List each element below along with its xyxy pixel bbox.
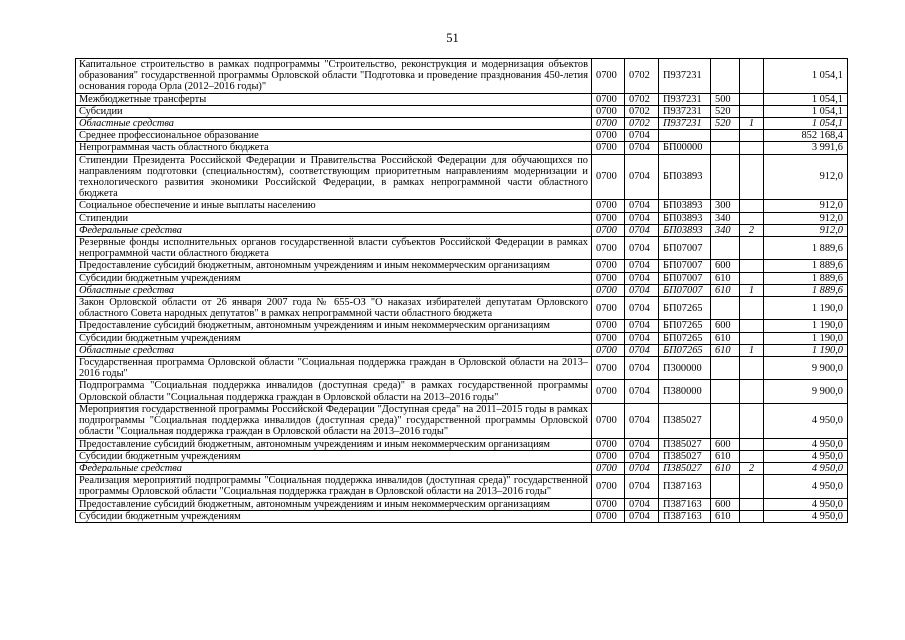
table-row: [76, 438, 848, 450]
table-row: [76, 272, 848, 284]
amount-cell: 1 889,6: [764, 260, 848, 272]
funding-source-cell: [740, 130, 764, 142]
target-code-cell: БП07007: [659, 272, 711, 284]
funding-source-cell: [740, 272, 764, 284]
funding-source-cell: [740, 332, 764, 344]
target-code-cell: БП03893: [659, 212, 711, 224]
subsection-code-cell: 0704: [625, 357, 659, 380]
expense-type-cell: [711, 59, 740, 94]
target-code-cell: П387163: [659, 475, 711, 498]
target-code-cell: П387163: [659, 510, 711, 522]
funding-source-cell: [740, 403, 764, 438]
target-code-cell: БП07007: [659, 260, 711, 272]
table-row: [76, 59, 848, 94]
section-code-cell: 0700: [592, 475, 625, 498]
funding-source-cell: [740, 142, 764, 154]
funding-source-cell: [740, 498, 764, 510]
amount-cell: 1 889,6: [764, 237, 848, 260]
funding-source-cell: [740, 475, 764, 498]
funding-source-cell: [740, 438, 764, 450]
expense-type-cell: [711, 403, 740, 438]
funding-source-cell: [740, 93, 764, 105]
subsection-code-cell: 0704: [625, 462, 659, 474]
row-name-cell: Резервные фонды исполнительных органов государственной власти субъектов Российской Федерации в рамках непрограммной части областного бюджета: [76, 237, 592, 260]
amount-cell: 1 190,0: [764, 297, 848, 320]
subsection-code-cell: 0704: [625, 403, 659, 438]
target-code-cell: [659, 130, 711, 142]
table-row: [76, 130, 848, 142]
subsection-code-cell: 0704: [625, 154, 659, 200]
target-code-cell: П385027: [659, 403, 711, 438]
section-code-cell: 0700: [592, 462, 625, 474]
expense-type-cell: 520: [711, 118, 740, 130]
row-name-cell: Областные средства: [76, 118, 592, 130]
subsection-code-cell: 0704: [625, 142, 659, 154]
row-name-cell: Предоставление субсидий бюджетным, автономным учреждениям и иным некоммерческим организациям: [76, 498, 592, 510]
amount-cell: 1 889,6: [764, 272, 848, 284]
amount-cell: 1 054,1: [764, 93, 848, 105]
expense-type-cell: [711, 237, 740, 260]
section-code-cell: 0700: [592, 450, 625, 462]
funding-source-cell: [740, 154, 764, 200]
expense-type-cell: 500: [711, 93, 740, 105]
subsection-code-cell: 0704: [625, 130, 659, 142]
funding-source-cell: 2: [740, 462, 764, 474]
expense-type-cell: 600: [711, 498, 740, 510]
row-name-cell: Областные средства: [76, 284, 592, 296]
target-code-cell: П387163: [659, 498, 711, 510]
section-code-cell: 0700: [592, 105, 625, 117]
table-row: [76, 320, 848, 332]
table-row: [76, 462, 848, 474]
amount-cell: 4 950,0: [764, 450, 848, 462]
section-code-cell: 0700: [592, 284, 625, 296]
expense-type-cell: 610: [711, 510, 740, 522]
subsection-code-cell: 0704: [625, 224, 659, 236]
amount-cell: 4 950,0: [764, 403, 848, 438]
amount-cell: 1 054,1: [764, 118, 848, 130]
section-code-cell: 0700: [592, 142, 625, 154]
table-row: [76, 212, 848, 224]
amount-cell: 4 950,0: [764, 475, 848, 498]
subsection-code-cell: 0704: [625, 510, 659, 522]
section-code-cell: 0700: [592, 332, 625, 344]
table-row: [76, 475, 848, 498]
row-name-cell: Предоставление субсидий бюджетным, автономным учреждениям и иным некоммерческим организациям: [76, 260, 592, 272]
table-row: [76, 498, 848, 510]
subsection-code-cell: 0702: [625, 59, 659, 94]
section-code-cell: 0700: [592, 200, 625, 212]
table-row: [76, 332, 848, 344]
row-name-cell: Предоставление субсидий бюджетным, автономным учреждениям и иным некоммерческим организациям: [76, 320, 592, 332]
funding-source-cell: [740, 200, 764, 212]
subsection-code-cell: 0704: [625, 237, 659, 260]
row-name-cell: Субсидии бюджетным учреждениям: [76, 272, 592, 284]
expense-type-cell: 610: [711, 462, 740, 474]
amount-cell: 852 168,4: [764, 130, 848, 142]
subsection-code-cell: 0704: [625, 284, 659, 296]
funding-source-cell: [740, 510, 764, 522]
subsection-code-cell: 0704: [625, 332, 659, 344]
expense-type-cell: 610: [711, 332, 740, 344]
funding-source-cell: [740, 320, 764, 332]
funding-source-cell: [740, 380, 764, 403]
amount-cell: 4 950,0: [764, 498, 848, 510]
subsection-code-cell: 0704: [625, 297, 659, 320]
row-name-cell: Предоставление субсидий бюджетным, автономным учреждениям и иным некоммерческим организациям: [76, 438, 592, 450]
amount-cell: 912,0: [764, 212, 848, 224]
section-code-cell: 0700: [592, 380, 625, 403]
subsection-code-cell: 0704: [625, 344, 659, 356]
amount-cell: 9 900,0: [764, 357, 848, 380]
section-code-cell: 0700: [592, 154, 625, 200]
subsection-code-cell: 0704: [625, 450, 659, 462]
expense-type-cell: [711, 154, 740, 200]
row-name-cell: Федеральные средства: [76, 462, 592, 474]
expense-type-cell: 610: [711, 284, 740, 296]
budget-table: [75, 58, 848, 523]
target-code-cell: БП07265: [659, 320, 711, 332]
row-name-cell: Стипендии: [76, 212, 592, 224]
subsection-code-cell: 0704: [625, 212, 659, 224]
table-row: [76, 344, 848, 356]
subsection-code-cell: 0704: [625, 475, 659, 498]
table-row: [76, 118, 848, 130]
section-code-cell: 0700: [592, 93, 625, 105]
section-code-cell: 0700: [592, 498, 625, 510]
section-code-cell: 0700: [592, 403, 625, 438]
target-code-cell: БП07007: [659, 237, 711, 260]
amount-cell: 9 900,0: [764, 380, 848, 403]
target-code-cell: БП00000: [659, 142, 711, 154]
section-code-cell: 0700: [592, 297, 625, 320]
target-code-cell: П385027: [659, 450, 711, 462]
table-row: [76, 297, 848, 320]
section-code-cell: 0700: [592, 224, 625, 236]
section-code-cell: 0700: [592, 320, 625, 332]
table-row: [76, 260, 848, 272]
expense-type-cell: [711, 130, 740, 142]
section-code-cell: 0700: [592, 260, 625, 272]
target-code-cell: БП07265: [659, 344, 711, 356]
subsection-code-cell: 0704: [625, 438, 659, 450]
row-name-cell: Субсидии бюджетным учреждениям: [76, 332, 592, 344]
row-name-cell: Непрограммная часть областного бюджета: [76, 142, 592, 154]
table-row: [76, 403, 848, 438]
row-name-cell: Межбюджетные трансферты: [76, 93, 592, 105]
funding-source-cell: 2: [740, 224, 764, 236]
expense-type-cell: 600: [711, 320, 740, 332]
row-name-cell: Федеральные средства: [76, 224, 592, 236]
funding-source-cell: [740, 297, 764, 320]
target-code-cell: БП03893: [659, 154, 711, 200]
section-code-cell: 0700: [592, 510, 625, 522]
table-row: [76, 105, 848, 117]
row-name-cell: Субсидии бюджетным учреждениям: [76, 510, 592, 522]
row-name-cell: Мероприятия государственной программы Российской Федерации "Доступная среда" на 2011–2015 годы в рамках подпрограммы "Социальная поддержка инвалидов (доступная среда)" государственной программы Орловской области "Социальная поддержка граждан в Орловской области на 2013–2016 годы": [76, 403, 592, 438]
target-code-cell: БП07265: [659, 297, 711, 320]
funding-source-cell: [740, 237, 764, 260]
amount-cell: 4 950,0: [764, 462, 848, 474]
funding-source-cell: 1: [740, 284, 764, 296]
amount-cell: 1 190,0: [764, 344, 848, 356]
expense-type-cell: [711, 357, 740, 380]
funding-source-cell: [740, 59, 764, 94]
row-name-cell: Стипендии Президента Российской Федерации и Правительства Российской Федерации для обучающихся по направлениям подготовки (специальностям), соответствующим приоритетным направлениям модернизации и технологического развития экономики Российской Федерации, в рамках непрограммной части областного бюджета: [76, 154, 592, 200]
target-code-cell: П937231: [659, 59, 711, 94]
section-code-cell: 0700: [592, 272, 625, 284]
table-row: [76, 357, 848, 380]
subsection-code-cell: 0702: [625, 93, 659, 105]
amount-cell: 3 991,6: [764, 142, 848, 154]
target-code-cell: П937231: [659, 105, 711, 117]
funding-source-cell: [740, 260, 764, 272]
table-body: [76, 59, 848, 523]
section-code-cell: 0700: [592, 357, 625, 380]
target-code-cell: БП07265: [659, 332, 711, 344]
amount-cell: 4 950,0: [764, 438, 848, 450]
subsection-code-cell: 0704: [625, 200, 659, 212]
expense-type-cell: 340: [711, 224, 740, 236]
table-row: [76, 200, 848, 212]
subsection-code-cell: 0704: [625, 272, 659, 284]
target-code-cell: П937231: [659, 118, 711, 130]
table-row: [76, 154, 848, 200]
row-name-cell: Среднее профессиональное образование: [76, 130, 592, 142]
row-name-cell: Субсидии: [76, 105, 592, 117]
target-code-cell: БП07007: [659, 284, 711, 296]
table-row: [76, 450, 848, 462]
funding-source-cell: [740, 357, 764, 380]
row-name-cell: Капитальное строительство в рамках подпрограммы "Строительство, реконструкция и модернизация объектов образования" государственной программы Орловской области "Подготовка и проведение празднования 450-летия основания города Орла (2012–2016 годы)": [76, 59, 592, 94]
section-code-cell: 0700: [592, 59, 625, 94]
expense-type-cell: [711, 297, 740, 320]
amount-cell: 912,0: [764, 154, 848, 200]
target-code-cell: П937231: [659, 93, 711, 105]
row-name-cell: Закон Орловской области от 26 января 2007 года № 655-ОЗ "О наказах избирателей депутатам Орловского областного Совета народных депутатов" в рамках непрограммной части областного бюджета: [76, 297, 592, 320]
row-name-cell: Субсидии бюджетным учреждениям: [76, 450, 592, 462]
amount-cell: 1 054,1: [764, 59, 848, 94]
amount-cell: 1 190,0: [764, 320, 848, 332]
expense-type-cell: 300: [711, 200, 740, 212]
expense-type-cell: 610: [711, 450, 740, 462]
expense-type-cell: [711, 380, 740, 403]
row-name-cell: Государственная программа Орловской области "Социальная поддержка граждан в Орловской области на 2013–2016 годы": [76, 357, 592, 380]
row-name-cell: Областные средства: [76, 344, 592, 356]
amount-cell: 1 889,6: [764, 284, 848, 296]
expense-type-cell: 610: [711, 344, 740, 356]
expense-type-cell: 340: [711, 212, 740, 224]
row-name-cell: Реализация мероприятий подпрограммы "Социальная поддержка инвалидов (доступная среда)" государственной программы Орловской области "Социальная поддержка граждан в Орловской области на 2013–2016 годы": [76, 475, 592, 498]
section-code-cell: 0700: [592, 344, 625, 356]
table-row: [76, 284, 848, 296]
section-code-cell: 0700: [592, 118, 625, 130]
table-row: [76, 380, 848, 403]
amount-cell: 1 190,0: [764, 332, 848, 344]
table-row: [76, 224, 848, 236]
row-name-cell: Социальное обеспечение и иные выплаты населению: [76, 200, 592, 212]
expense-type-cell: 600: [711, 438, 740, 450]
funding-source-cell: [740, 450, 764, 462]
target-code-cell: П380000: [659, 380, 711, 403]
funding-source-cell: [740, 105, 764, 117]
amount-cell: 912,0: [764, 200, 848, 212]
expense-type-cell: [711, 475, 740, 498]
section-code-cell: 0700: [592, 438, 625, 450]
section-code-cell: 0700: [592, 237, 625, 260]
table-row: [76, 510, 848, 522]
table-row: [76, 237, 848, 260]
table-row: [76, 142, 848, 154]
section-code-cell: 0700: [592, 130, 625, 142]
page-number: 51: [446, 31, 459, 45]
target-code-cell: П300000: [659, 357, 711, 380]
expense-type-cell: 520: [711, 105, 740, 117]
funding-source-cell: [740, 212, 764, 224]
subsection-code-cell: 0704: [625, 498, 659, 510]
amount-cell: 4 950,0: [764, 510, 848, 522]
expense-type-cell: 610: [711, 272, 740, 284]
funding-source-cell: 1: [740, 118, 764, 130]
section-code-cell: 0700: [592, 212, 625, 224]
expense-type-cell: [711, 142, 740, 154]
target-code-cell: П385027: [659, 462, 711, 474]
amount-cell: 912,0: [764, 224, 848, 236]
target-code-cell: БП03893: [659, 200, 711, 212]
subsection-code-cell: 0702: [625, 105, 659, 117]
expense-type-cell: 600: [711, 260, 740, 272]
amount-cell: 1 054,1: [764, 105, 848, 117]
row-name-cell: Подпрограмма "Социальная поддержка инвалидов (доступная среда)" в рамках государственной программы Орловской области "Социальная поддержка граждан в Орловской области на 2013–2016 годы": [76, 380, 592, 403]
target-code-cell: БП03893: [659, 224, 711, 236]
subsection-code-cell: 0704: [625, 380, 659, 403]
subsection-code-cell: 0702: [625, 118, 659, 130]
funding-source-cell: 1: [740, 344, 764, 356]
subsection-code-cell: 0704: [625, 260, 659, 272]
subsection-code-cell: 0704: [625, 320, 659, 332]
target-code-cell: П385027: [659, 438, 711, 450]
table-row: [76, 93, 848, 105]
